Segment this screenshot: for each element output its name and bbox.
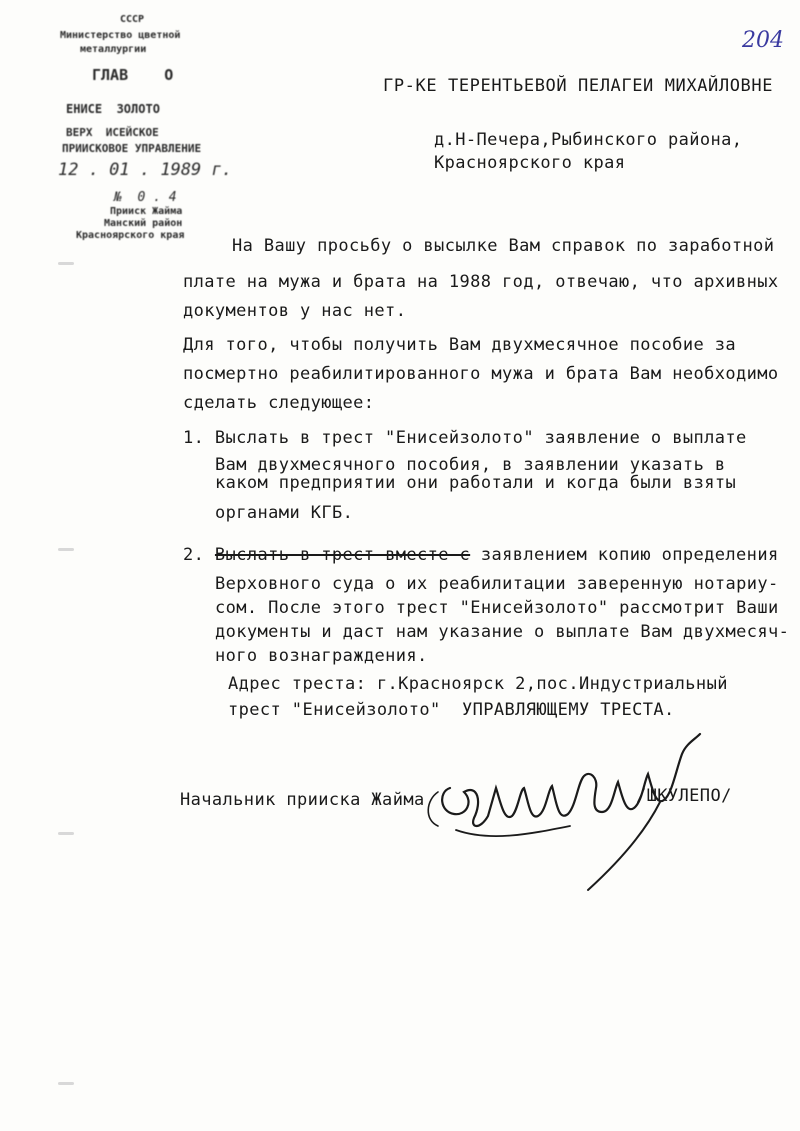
stamp-line: металлургии (80, 44, 147, 55)
list-item-line: Верховного суда о их реабилитации заверенную нотариу- (215, 574, 779, 594)
stamp-line: ЕНИСЕ ЗОЛОТО (66, 102, 160, 116)
body-line: Для того, чтобы получить Вам двухмесячное пособие за (183, 335, 737, 355)
signatory-position: Начальник прииска Жайма (180, 790, 425, 810)
body-line: сделать следующее: (183, 393, 375, 413)
struck-text: Выслать в трест вместе с (214, 545, 471, 565)
body-line: плате на мужа и брата на 1988 год, отвечаю, что архивных (183, 272, 779, 292)
body-line: посмертно реабилитированного мужа и брата Вам необходимо (183, 364, 779, 384)
stamp-line: Красноярского края (76, 230, 185, 241)
list-item-line: ного вознаграждения. (215, 646, 428, 666)
recipient-name: ГР-КЕ ТЕРЕНТЬЕВОЙ ПЕЛАГЕИ МИХАЙЛОВНЕ (383, 76, 774, 96)
list-item-line: сом. После этого трест "Енисейзолото" рассмотрит Ваши (215, 598, 779, 618)
punch-mark (58, 548, 74, 551)
list-item-line: органами КГБ. (215, 503, 354, 523)
list-item-line: 1. Выслать в трест "Енисейзолото" заявление о выплате (183, 428, 747, 448)
stamp-line: ГЛАВ О (92, 66, 174, 84)
list-item-line: Вам двухмесячного пособия, в заявлении указать в (215, 455, 726, 475)
stamp-line: Министерство цветной (60, 30, 181, 41)
punch-mark (58, 832, 74, 835)
stamp-number: № 0 . 4 (114, 190, 177, 205)
list-item-text: заявлением копию определения (480, 545, 779, 565)
page-number: 204 (742, 28, 784, 53)
list-item-line (183, 545, 779, 565)
trust-address-line: трест "Енисейзолото" УПРАВЛЯЮЩЕМУ ТРЕСТА. (228, 700, 675, 720)
stamp-line: Манский район (104, 218, 183, 229)
punch-mark (58, 262, 74, 265)
trust-address-line: Адрес треста: г.Красноярск 2,пос.Индустриальный (228, 674, 728, 694)
stamp-line: СССР (120, 14, 145, 25)
stamp-date: 12 . 01 . 1989 г. (58, 160, 232, 180)
stamp-line: Прииск Жайма (110, 206, 183, 217)
body-line: документов у нас нет. (183, 301, 407, 321)
recipient-address-line: Красноярского края (434, 153, 626, 173)
punch-mark (58, 1082, 74, 1085)
recipient-address-line: д.Н-Печера,Рыбинского района, (434, 130, 743, 150)
stamp-line: ПРИИСКОВОЕ УПРАВЛЕНИЕ (62, 142, 202, 155)
handwritten-signature (420, 730, 740, 900)
list-item-number: 2. (183, 545, 205, 565)
body-line: На Вашу просьбу о высылке Вам справок по заработной (232, 236, 775, 256)
signatory-name: /ШКУЛЕПО/ (636, 786, 732, 806)
stamp-line: ВЕРХ ИСЕЙСКОЕ (66, 126, 159, 139)
list-item-line: документы и даст нам указание о выплате Вам двухмесяч- (215, 622, 790, 642)
list-item-line: каком предприятии они работали и когда были взяты (215, 473, 737, 493)
